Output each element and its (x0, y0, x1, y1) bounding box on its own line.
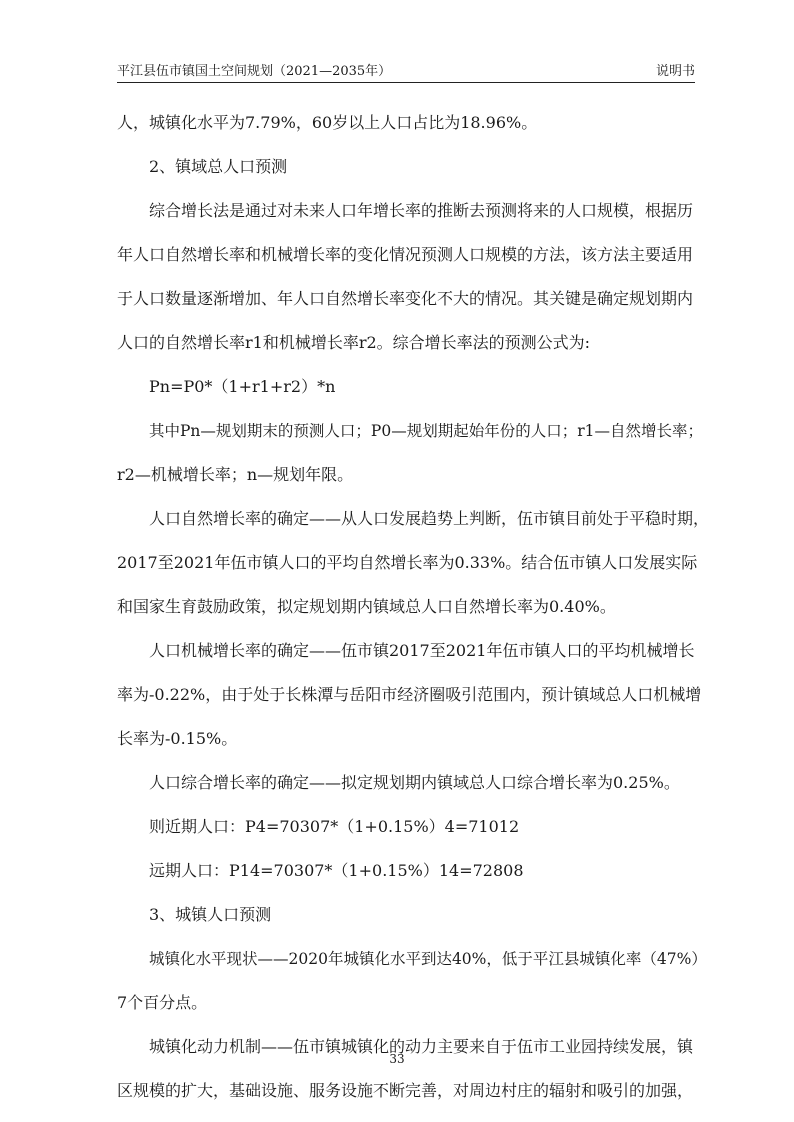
header-rule (117, 82, 695, 83)
paragraph-line: 综合增长法是通过对未来人口年增长率的推断去预测将来的人口规模，根据历 (149, 201, 694, 220)
formula-line: 则近期人口：P4=70307*（1+0.15%）4=71012 (149, 817, 520, 836)
paragraph-line: 其中Pn—规划期末的预测人口；P0—规划期起始年份的人口；r1—自然增长率； (149, 422, 703, 440)
paragraph-line: 率为-0.22%，由于处于长株潭与岳阳市经济圈吸引范围内，预计镇域总人口机械增 (117, 685, 702, 704)
paragraph-line: 人口自然增长率的确定——从人口发展趋势上判断，伍市镇目前处于平稳时期， (149, 509, 710, 528)
header-title: 平江县伍市镇国土空间规划（2021—2035年） (117, 64, 392, 79)
paragraph-line: 人口综合增长率的确定——拟定规划期内镇域总人口综合增长率为0.25%。 (149, 773, 680, 792)
page-header (117, 60, 695, 84)
section-heading: 3、城镇人口预测 (149, 905, 272, 924)
paragraph-line: 和国家生育鼓励政策，拟定规划期内镇域总人口自然增长率为0.40%。 (117, 597, 616, 616)
section-heading: 2、镇域总人口预测 (149, 157, 288, 176)
paragraph-line: 于人口数量逐渐增加、年人口自然增长率变化不大的情况。其关键是确定规划期内 (117, 289, 694, 308)
paragraph-line: r2—机械增长率；n—规划年限。 (117, 465, 354, 484)
paragraph-line: 长率为-0.15%。 (117, 729, 238, 748)
paragraph-line: 2017至2021年伍市镇人口的平均自然增长率为0.33%。结合伍市镇人口发展实际 (117, 553, 698, 572)
formula-line: Pn=P0*（1+r1+r2）*n (149, 377, 336, 396)
paragraph-line: 人，城镇化水平为7.79%，60岁以上人口占比为18.96%。 (117, 113, 538, 132)
paragraph-line: 区规模的扩大，基础设施、服务设施不断完善，对周边村庄的辐射和吸引的加强， (117, 1081, 694, 1100)
paragraph-line: 年人口自然增长率和机械增长率的变化情况预测人口规模的方法，该方法主要适用 (117, 245, 694, 264)
formula-line: 远期人口：P14=70307*（1+0.15%）14=72808 (149, 861, 524, 880)
paragraph-line: 人口的自然增长率r1和机械增长率r2。综合增长率法的预测公式为: (117, 333, 591, 352)
paragraph-line: 城镇化水平现状——2020年城镇化水平到达40%，低于平江县城镇化率（47%） (149, 950, 707, 968)
paragraph-line: 城镇化动力机制——伍市镇城镇化的动力主要来自于伍市工业园持续发展，镇 (149, 1037, 694, 1056)
paragraph-line: 人口机械增长率的确定——伍市镇2017至2021年伍市镇人口的平均机械增长 (149, 641, 695, 660)
header-doc-type: 说明书 (655, 64, 695, 79)
paragraph-line: 7个百分点。 (117, 993, 208, 1012)
page-number: 33 (389, 1052, 405, 1066)
